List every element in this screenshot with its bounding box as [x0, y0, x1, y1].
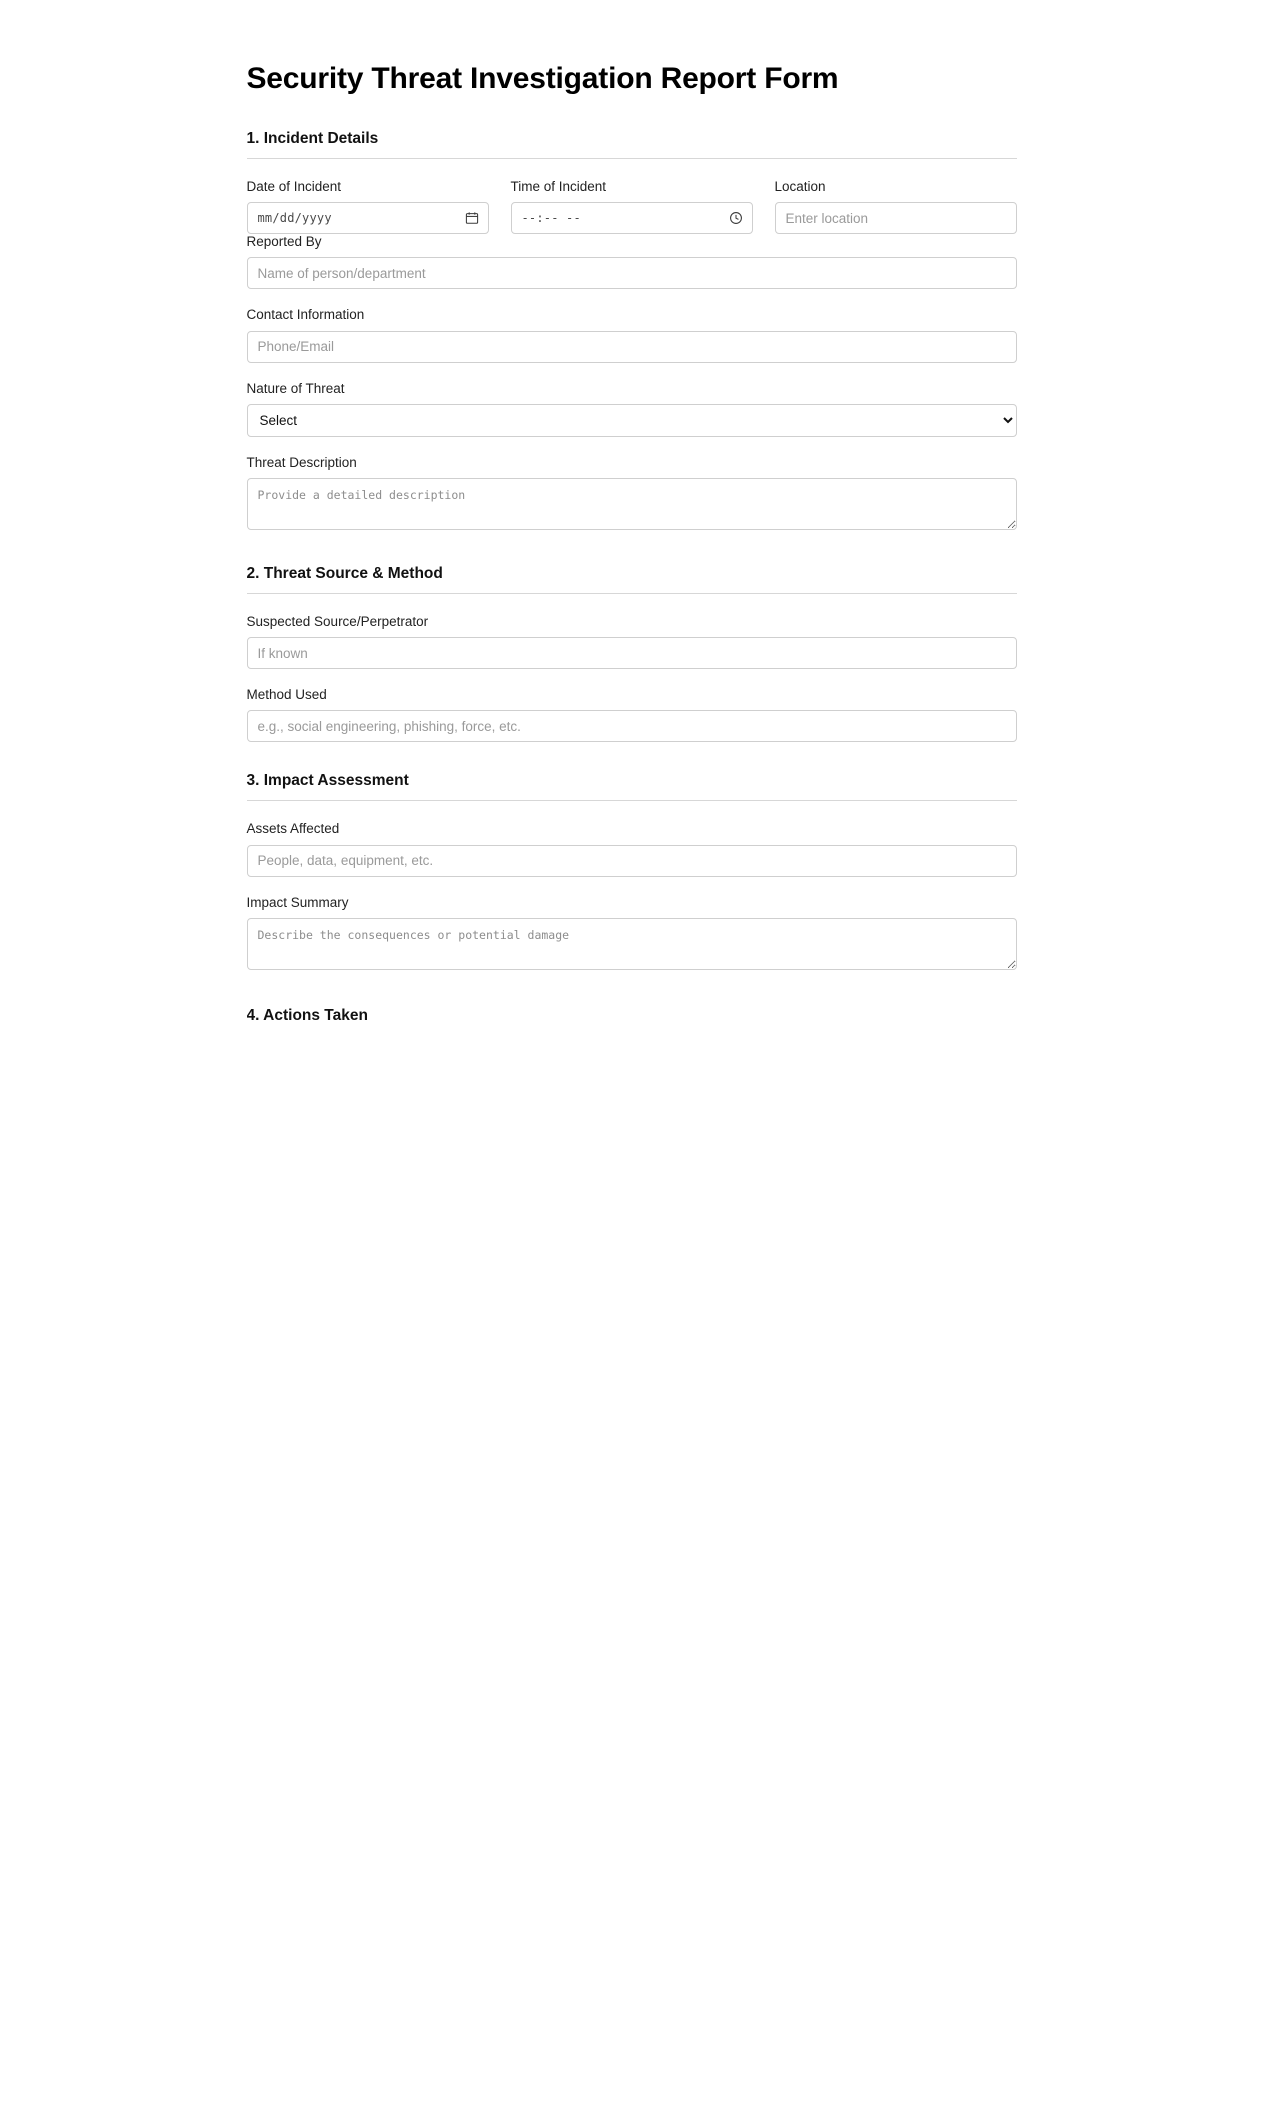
- time-of-incident-placeholder: --:-- --: [521, 211, 581, 226]
- nature-of-threat-select[interactable]: [247, 404, 1017, 437]
- assets-affected-group: [247, 821, 1017, 876]
- contact-information-label: Contact Information: [246, 307, 365, 323]
- clock-icon[interactable]: [729, 211, 744, 226]
- impact-summary-textarea[interactable]: [247, 918, 1017, 970]
- threat-description-group: [247, 455, 1017, 535]
- contact-information-input[interactable]: [247, 331, 1017, 363]
- date-of-incident-label: Date of Incident: [246, 179, 342, 194]
- reported-by-input[interactable]: [247, 257, 1017, 289]
- threat-description-textarea[interactable]: [247, 478, 1017, 530]
- location-group: [775, 179, 1017, 234]
- page-title: Security Threat Investigation Report Form: [246, 62, 839, 95]
- reported-by-label: Reported By: [246, 234, 322, 250]
- report-form: [247, 0, 1017, 1021]
- threat-description-label: Threat Description: [246, 454, 357, 470]
- section-actions-taken: [247, 1007, 1017, 1021]
- section-3-fields: [247, 821, 1017, 974]
- time-of-incident-group: [511, 179, 753, 234]
- date-of-incident-placeholder: mm/dd/yyyy: [257, 211, 332, 226]
- nature-of-threat-label: Nature of Threat: [246, 380, 345, 396]
- suspected-source-input[interactable]: [247, 637, 1017, 669]
- contact-information-group: [247, 307, 1017, 362]
- section-heading-4: 4. Actions Taken: [247, 1007, 1017, 1021]
- section-heading-2: 2. Threat Source & Method: [247, 565, 1017, 594]
- impact-summary-label: Impact Summary: [246, 894, 349, 910]
- assets-affected-label: Assets Affected: [246, 821, 340, 837]
- page-root: [0, 0, 1263, 1021]
- section-impact-assessment: [247, 772, 1017, 974]
- method-used-input[interactable]: [247, 710, 1017, 742]
- section-2-fields: [247, 614, 1017, 742]
- section-heading-3: 3. Impact Assessment: [247, 772, 1017, 801]
- nature-of-threat-group: [247, 381, 1017, 437]
- section-threat-source-method: [247, 565, 1017, 742]
- time-of-incident-input[interactable]: [511, 202, 753, 234]
- section-1-fields: [247, 179, 1017, 535]
- suspected-source-group: [247, 614, 1017, 669]
- section-heading-1: 1. Incident Details: [247, 130, 1017, 159]
- reported-by-group: [247, 234, 1017, 289]
- method-used-label: Method Used: [246, 687, 327, 703]
- assets-affected-input[interactable]: [247, 845, 1017, 877]
- calendar-icon[interactable]: [465, 211, 480, 226]
- method-used-group: [247, 687, 1017, 742]
- location-label: Location: [774, 179, 826, 194]
- impact-summary-group: [247, 895, 1017, 975]
- location-input[interactable]: [775, 202, 1017, 234]
- section-incident-details: [247, 130, 1017, 535]
- date-of-incident-input[interactable]: [247, 202, 489, 234]
- time-of-incident-label: Time of Incident: [510, 179, 607, 194]
- suspected-source-label: Suspected Source/Perpetrator: [246, 613, 429, 629]
- date-of-incident-group: [247, 179, 489, 234]
- incident-datetime-location-row: [247, 179, 1017, 234]
